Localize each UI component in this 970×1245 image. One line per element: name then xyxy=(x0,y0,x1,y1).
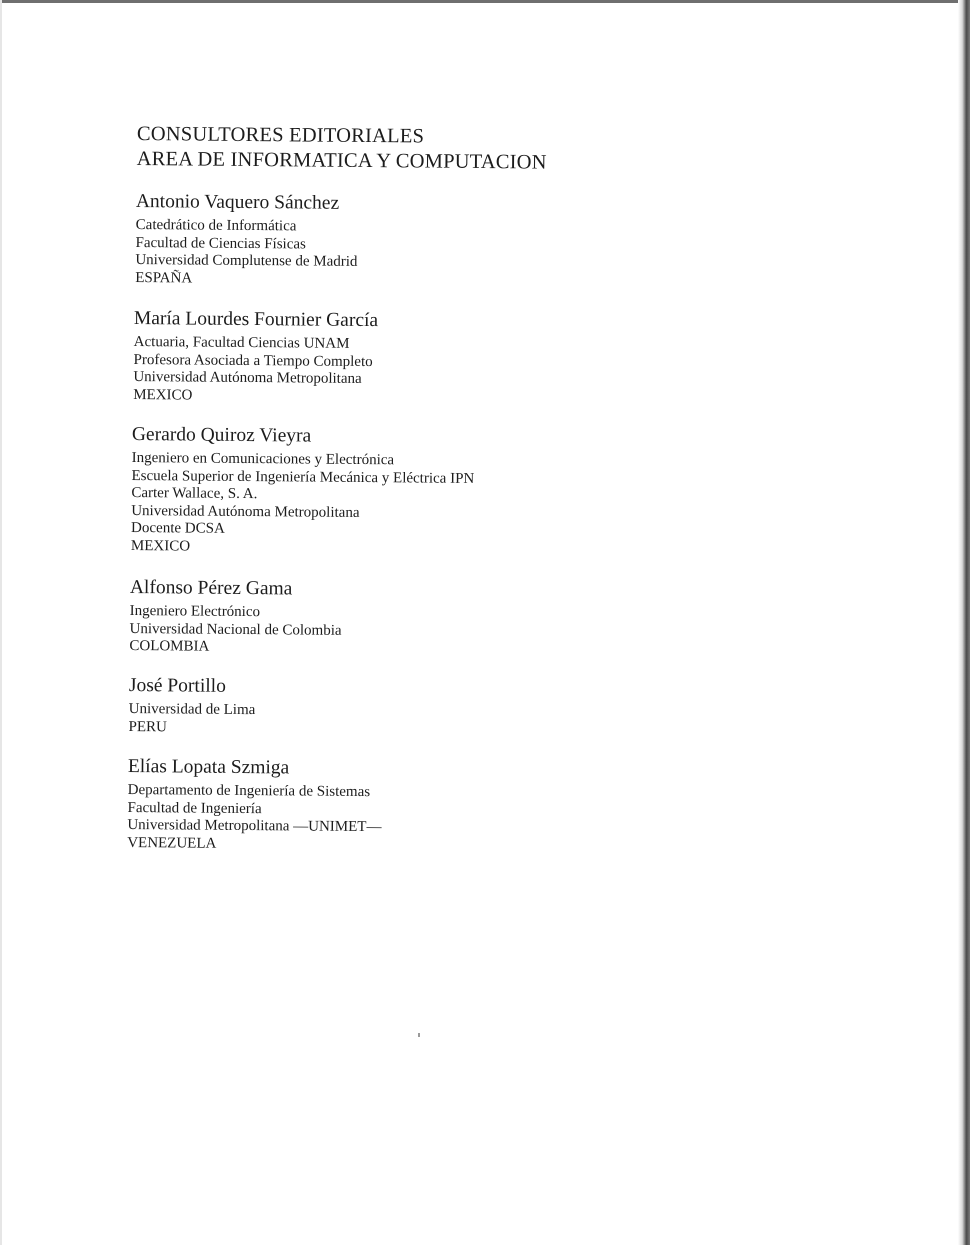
consultant-name: Elías Lopata Szmiga xyxy=(127,755,290,779)
header-subtitle: AREA DE INFORMATICA Y COMPUTACION xyxy=(136,147,547,174)
consultant-detail: Escuela Superior de Ingeniería Mecánica y Eléctrica IPN xyxy=(131,467,475,487)
consultant-name: María Lourdes Fournier García xyxy=(133,307,379,332)
scan-edge-left xyxy=(0,0,2,1245)
consultant-entry xyxy=(135,190,358,289)
consultant-detail: Profesora Asociada a Tiempo Completo xyxy=(133,351,373,370)
consultant-country: ESPAÑA xyxy=(135,269,193,286)
consultant-detail: Docente DCSA xyxy=(131,519,225,537)
consultant-name: José Portillo xyxy=(128,674,226,697)
consultant-detail: Universidad Nacional de Colombia xyxy=(129,620,342,639)
consultant-entry xyxy=(127,755,382,854)
consultant-country: MEXICO xyxy=(133,386,193,404)
scan-edge-right xyxy=(958,0,970,1245)
consultant-detail: Ingeniero Electrónico xyxy=(129,602,261,621)
paper-speck xyxy=(418,1033,420,1037)
consultant-detail: Actuaria, Facultad Ciencias UNAM xyxy=(133,333,350,352)
scan-edge-top xyxy=(0,0,970,3)
consultant-detail: Catedrático de Informática xyxy=(135,216,297,235)
consultant-entry xyxy=(128,674,255,737)
consultant-detail: Carter Wallace, S. A. xyxy=(131,484,258,503)
consultant-detail: Facultad de Ingeniería xyxy=(127,799,262,817)
header-title: CONSULTORES EDITORIALES xyxy=(136,122,425,148)
consultant-country: PERU xyxy=(128,718,167,735)
consultant-name: Gerardo Quiroz Vieyra xyxy=(131,423,312,447)
consultant-country: COLOMBIA xyxy=(129,637,210,655)
consultant-name: Antonio Vaquero Sánchez xyxy=(135,190,340,214)
consultant-detail: Universidad de Lima xyxy=(128,700,256,719)
page-header xyxy=(137,122,547,176)
consultant-country: VENEZUELA xyxy=(127,834,217,852)
consultant-entry xyxy=(131,423,475,558)
consultant-detail: Universidad Autónoma Metropolitana xyxy=(133,368,362,387)
consultant-detail: Ingeniero en Comunicaciones y Electrónica xyxy=(131,449,395,469)
consultant-detail: Universidad Metropolitana —UNIMET— xyxy=(127,816,382,836)
consultant-entry xyxy=(129,576,342,657)
consultant-detail: Facultad de Ciencias Físicas xyxy=(135,234,306,252)
consultant-country: MEXICO xyxy=(130,537,191,555)
consultant-name: Alfonso Pérez Gama xyxy=(129,576,293,600)
consultant-detail: Universidad Autónoma Metropolitana xyxy=(131,502,360,521)
consultant-entry xyxy=(133,307,378,406)
consultant-detail: Universidad Complutense de Madrid xyxy=(135,251,358,270)
consultant-detail: Departamento de Ingeniería de Sistemas xyxy=(127,781,371,801)
